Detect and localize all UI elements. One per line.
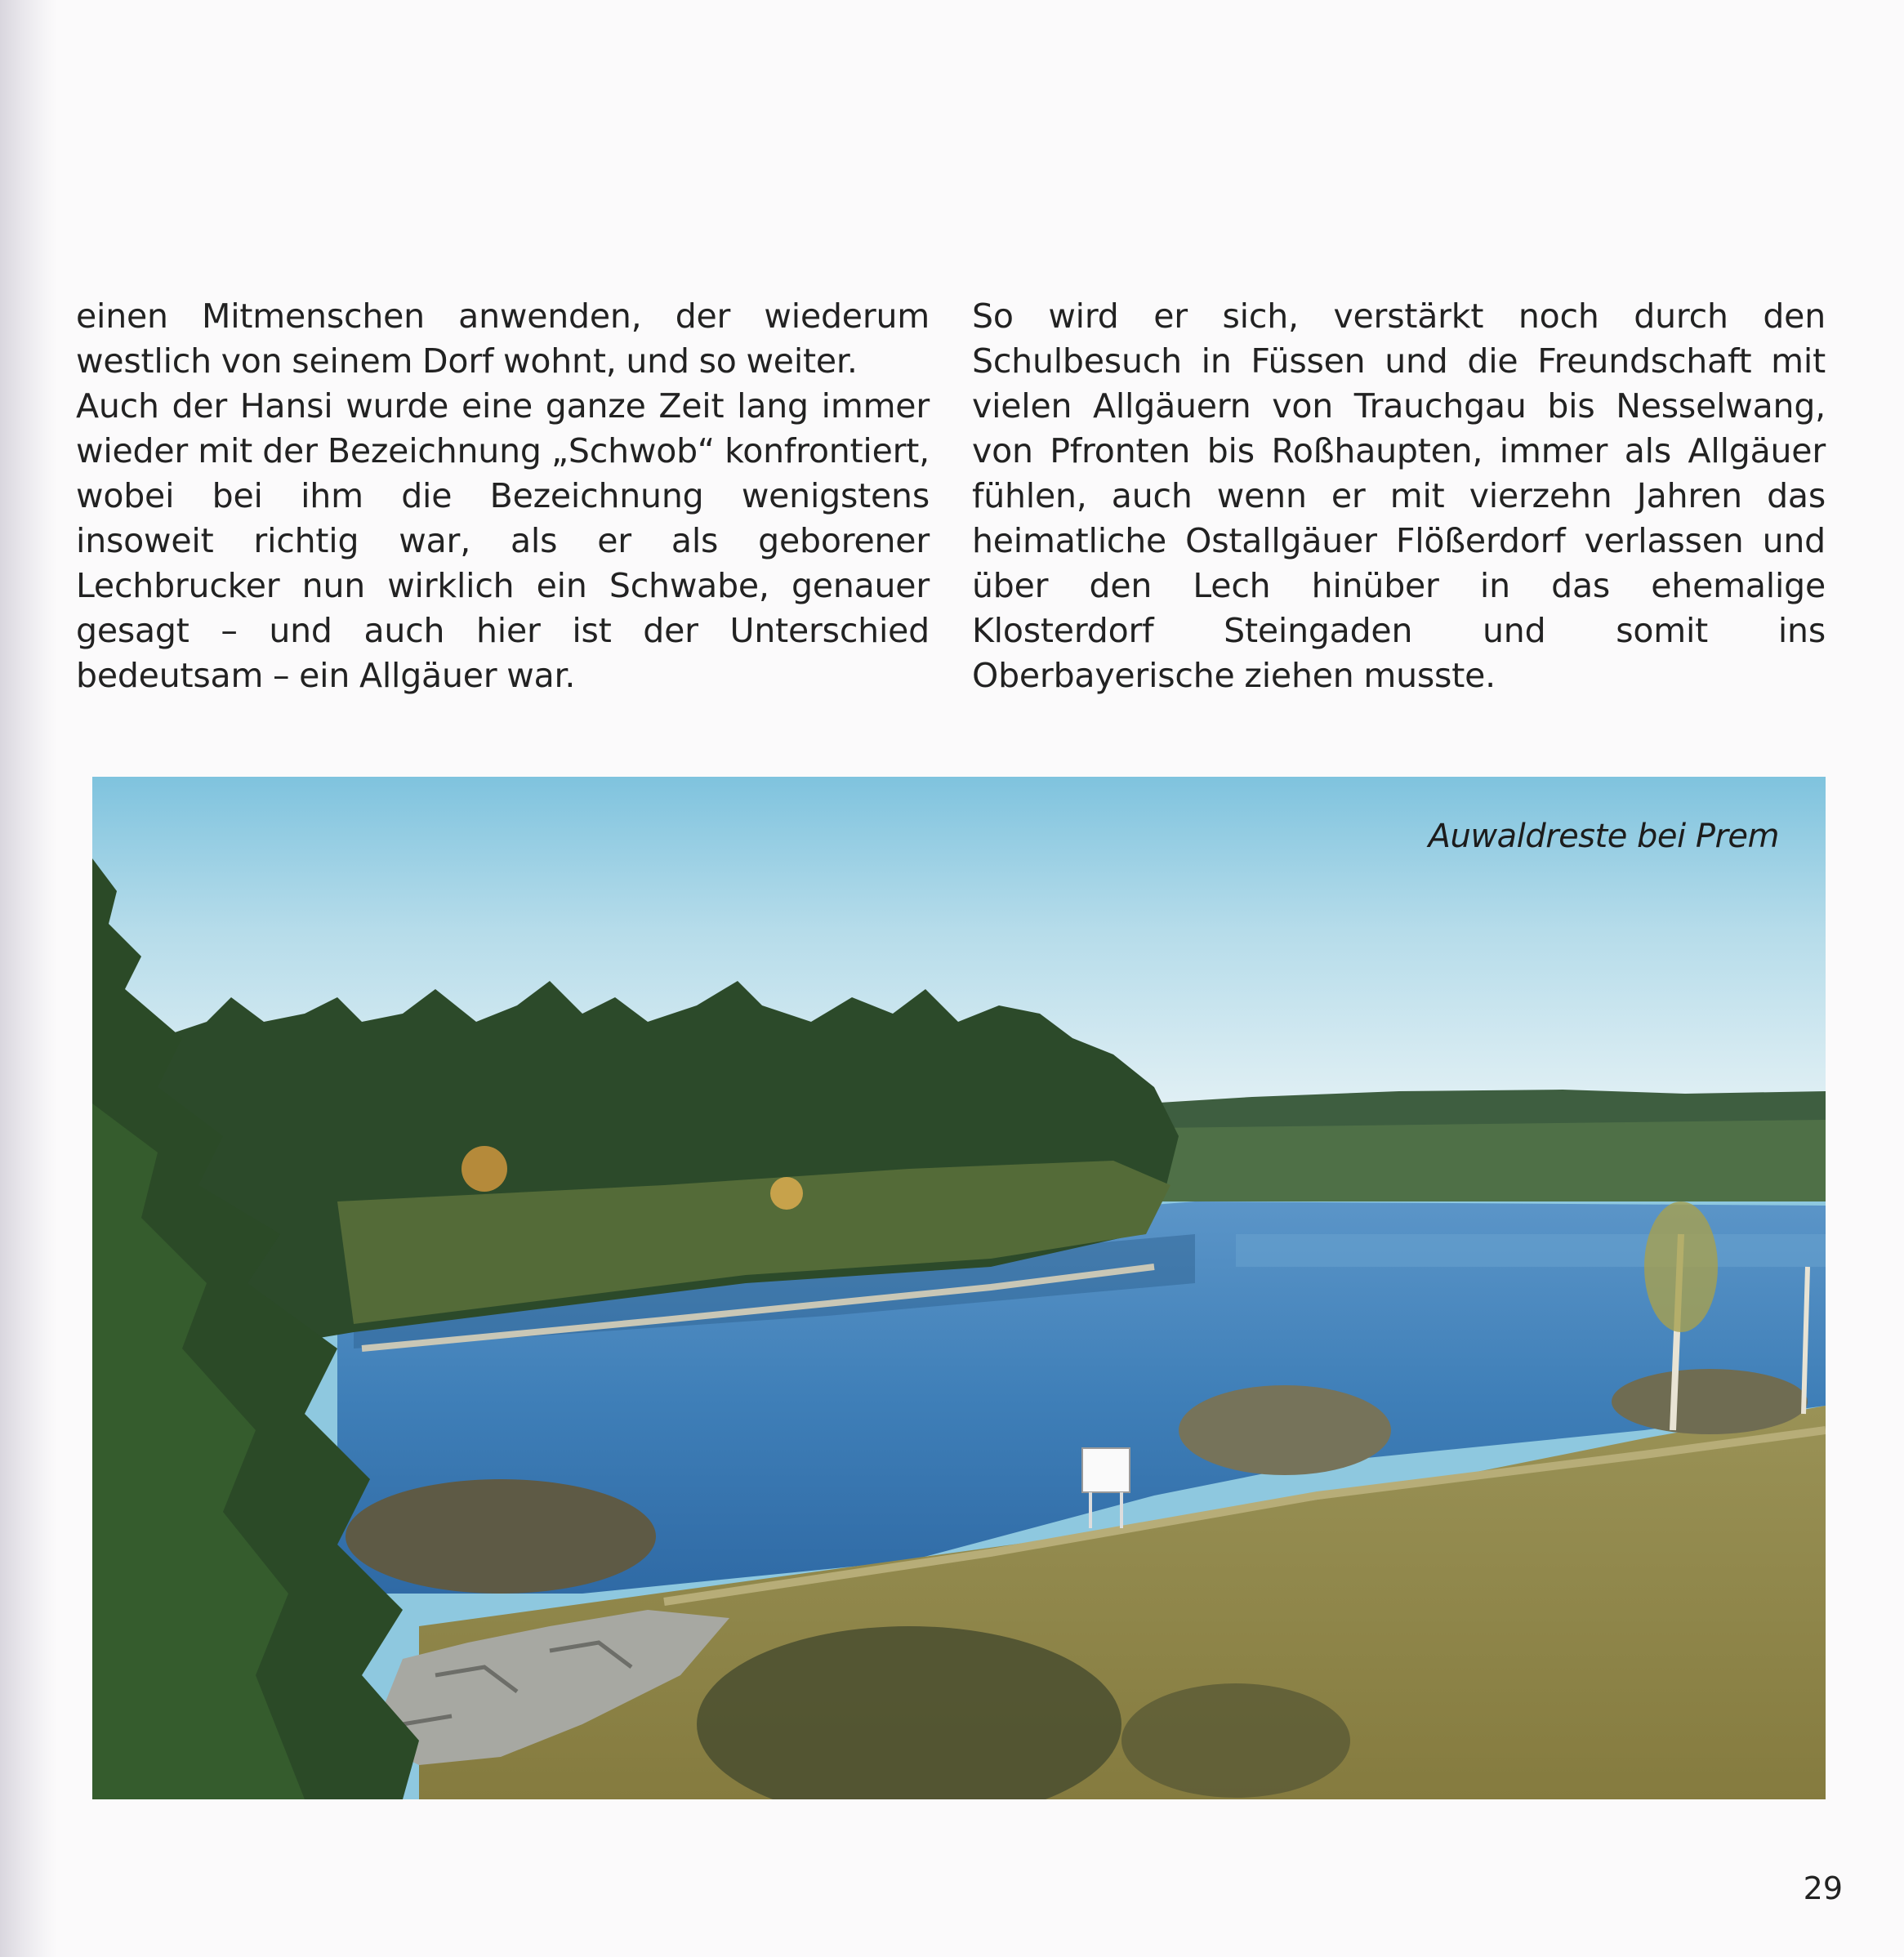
lake-landscape-photo (92, 777, 1826, 1799)
right-text-column (972, 294, 1826, 698)
sign-board (1082, 1448, 1130, 1492)
shore-bushes (1179, 1385, 1391, 1475)
lake-landscape-illustration (92, 777, 1826, 1799)
distant-treeline (1154, 1120, 1826, 1201)
birch-crown (1644, 1201, 1718, 1332)
right-paragraph-1: So wird er sich, verstärkt noch durch den Schulbesuch in Füssen und die Freundschaft mit vielen Allgäuern von Trauchgau bis Nesselwang, von Pfronten bis Roßhaupten, immer als Allgäuer fühlen, auch wenn er mit vierzehn Jahren das heimatliche Ostallgäuer Flößerdorf verlassen und über den Lech hinüber in das ehemalige Klosterdorf Steingaden und somit ins Oberbayerische ziehen musste. (972, 296, 1826, 695)
left-paragraph-1: einen Mitmenschen anwenden, der wiederum westlich von seinem Dorf wohnt, und so weiter. (76, 296, 930, 381)
autumn-tree (462, 1146, 507, 1192)
photo-caption: Auwaldreste bei Prem (1428, 818, 1779, 855)
foreground-shrubs (1121, 1683, 1350, 1798)
page-number: 29 (1803, 1870, 1843, 1906)
shore-bushes (346, 1479, 656, 1594)
shore-bushes (1612, 1369, 1808, 1434)
autumn-tree (770, 1177, 803, 1210)
left-paragraph-2: Auch der Hansi wurde eine ganze Zeit lang immer wieder mit der Bezeichnung „Schwob“ konfrontiert, wobei bei ihm die Bezeichnung wenigstens insoweit richtig war, als er als geborener Lechbrucker nun wirklich ein Schwabe, genauer gesagt – und auch hier ist der Unterschied bedeutsam – ein Allgäuer war. (76, 386, 930, 695)
binding-shadow (0, 0, 57, 1957)
left-text-column (76, 294, 930, 698)
lake-highlight (1236, 1234, 1826, 1267)
